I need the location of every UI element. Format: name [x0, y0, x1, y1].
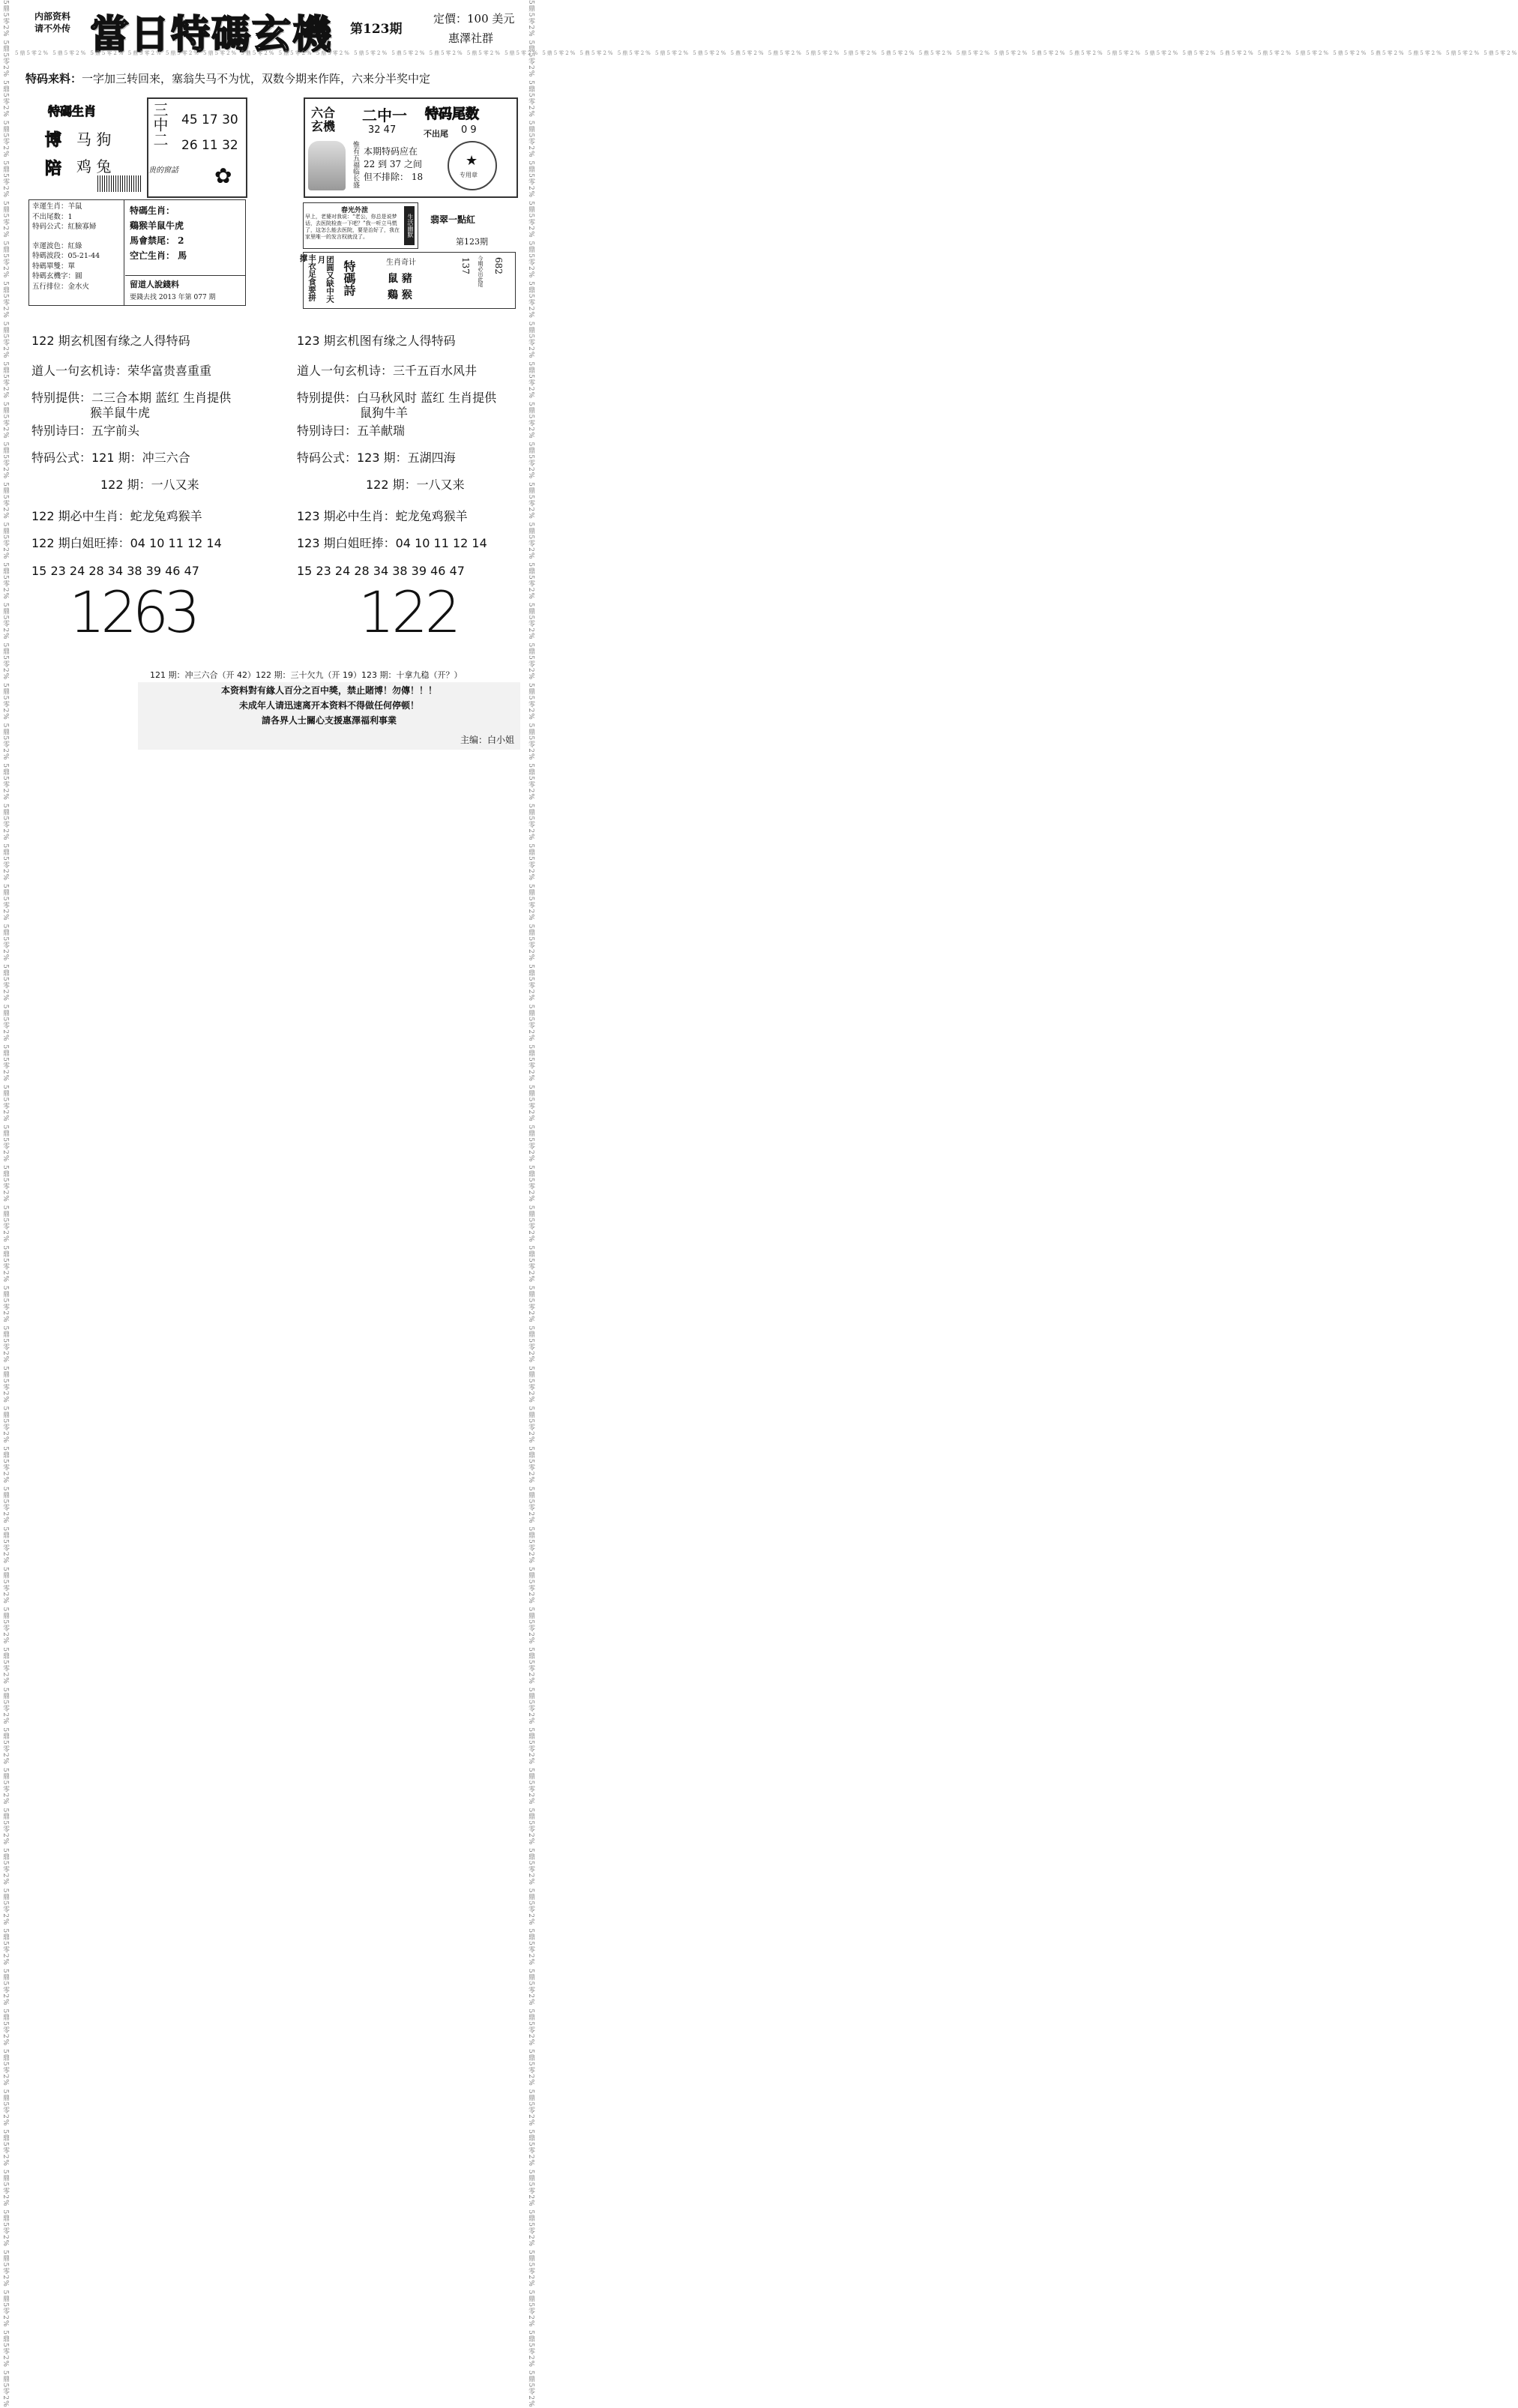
luck-row	[32, 212, 121, 223]
luck-row-value: 金水火	[67, 282, 90, 291]
range-line-1: 本期特码应在	[364, 146, 418, 157]
stamp-star-icon: ★	[466, 153, 478, 169]
liuhe-title-b: 玄機	[311, 119, 336, 133]
barcode-image	[97, 175, 142, 192]
right-border-pattern: 5鼎5零2% 5鼎5零2% 5鼎5零2% 5鼎5零2% 5鼎5零2% 5鼎5零2% 5鼎5零2% 5鼎5零2% 5鼎5零2% 5鼎5零2% 5鼎5零2% 5鼎5零2% 5鼎5零2% 5鼎5零2% 5鼎5零2% 5鼎5零2% 5鼎5零2% 5鼎5零2% 5鼎5零2% 5鼎5零2% 5鼎5零2% 5鼎5零2% 5鼎5零2% 5鼎5零2% 5鼎5零2% 5鼎5零2% 5鼎5零2% 5鼎5零2% 5鼎5零2% 5鼎5零2% 5鼎5零2% 5鼎5零2% 5鼎5零2% 5鼎5零2% 5鼎5零2% 5鼎5零2% 5鼎5零2% 5鼎5零2% 5鼎5零2% 5鼎5零2% 5鼎5零2% 5鼎5零2% 5鼎5零2% 5鼎5零2% 5鼎5零2% 5鼎5零2% 5鼎5零2% 5鼎5零2% 5鼎5零2% 5鼎5零2% 5鼎5零2% 5鼎5零2% 5鼎5零2% 5鼎5零2% 5鼎5零2% 5鼎5零2% 5鼎5零2% 5鼎5零2% 5鼎5零2% 5鼎5零2%	[527, 0, 534, 2408]
luck-row-key: 特碼單雙：	[32, 262, 68, 271]
poem-box	[298, 252, 516, 309]
right-line-5: 特码公式：123 期：五湖四海	[297, 451, 456, 465]
luck-row	[32, 222, 121, 232]
handwritten-right: 122	[358, 579, 459, 645]
notice-line-1: 本资料對有緣人百分之百中獎，禁止賭博！勿傳！！！	[220, 685, 437, 696]
elder-figure-image	[308, 141, 346, 190]
three-two-label: 三中二	[151, 102, 169, 147]
luck-zodiac-list: 鷄猴羊鼠牛虎	[130, 220, 184, 231]
luck-row-key: 五行排位：	[32, 282, 68, 291]
left-border-pattern: 5鼎5零2% 5鼎5零2% 5鼎5零2% 5鼎5零2% 5鼎5零2% 5鼎5零2% 5鼎5零2% 5鼎5零2% 5鼎5零2% 5鼎5零2% 5鼎5零2% 5鼎5零2% 5鼎5零2% 5鼎5零2% 5鼎5零2% 5鼎5零2% 5鼎5零2% 5鼎5零2% 5鼎5零2% 5鼎5零2% 5鼎5零2% 5鼎5零2% 5鼎5零2% 5鼎5零2% 5鼎5零2% 5鼎5零2% 5鼎5零2% 5鼎5零2% 5鼎5零2% 5鼎5零2% 5鼎5零2% 5鼎5零2% 5鼎5零2% 5鼎5零2% 5鼎5零2% 5鼎5零2% 5鼎5零2% 5鼎5零2% 5鼎5零2% 5鼎5零2% 5鼎5零2% 5鼎5零2% 5鼎5零2% 5鼎5零2% 5鼎5零2% 5鼎5零2% 5鼎5零2% 5鼎5零2% 5鼎5零2% 5鼎5零2% 5鼎5零2% 5鼎5零2% 5鼎5零2% 5鼎5零2% 5鼎5零2% 5鼎5零2% 5鼎5零2% 5鼎5零2% 5鼎5零2% 5鼎5零2%	[1, 0, 9, 2408]
left-line-6: 122 期：一八又来	[100, 478, 199, 492]
footer-notice-box	[138, 682, 520, 750]
right-line-7: 123 期必中生肖：蛇龙兔鸡猴羊	[297, 509, 468, 523]
publisher: 惠澤社群	[448, 31, 494, 45]
luck-row	[32, 241, 121, 252]
zodiac-pair-2: 鸡 兔	[76, 157, 112, 175]
poem-col-b: 团圆又缺中天月	[316, 256, 334, 303]
zodiac-char-1: 博	[45, 130, 62, 150]
page-title: 當日特碼玄機	[90, 12, 334, 58]
internal-line-1: 内部资料	[34, 11, 71, 22]
two-one-label: 二中一	[362, 106, 407, 124]
luck-info-box	[28, 199, 246, 306]
tail-number-label: 特码尾数	[425, 106, 479, 122]
left-line-2: 道人一句玄机诗：荣华富贵喜重重	[31, 364, 212, 378]
right-line-3a: 特别提供：白马秋风时 蓝红 生肖提供	[297, 391, 497, 405]
internal-line-2: 请不外传	[34, 23, 71, 34]
spacer	[32, 232, 121, 241]
right-line-9: 15 23 24 28 34 38 39 46 47	[297, 564, 465, 578]
luck-row-value: 1	[67, 212, 73, 221]
luck-row-key: 特碼玄機字：	[32, 272, 76, 280]
luck-divider-2	[125, 275, 245, 276]
luck-daoren: 留道人說錢料	[130, 280, 179, 289]
three-two-signature: 贵的窗話	[148, 166, 178, 175]
material-text: 一字加三转回来，塞翁失马不为忧，双数今期来作阵，六来分半奖中定	[82, 72, 431, 85]
luck-row-value: 紅臉寡婦	[67, 223, 97, 231]
no-tail-numbers: 0 9	[461, 124, 477, 136]
material-label: 特码来料	[25, 72, 71, 85]
history-line: 121 期：冲三六合（开 42）122 期：三十欠九（开 19）123 期：十拿九稳（开？）	[150, 670, 463, 680]
range-text	[364, 145, 423, 184]
material-line: 特码来料：一字加三转回来，塞翁失马不为忧，双数今期来作阵，六来分半奖中定	[25, 72, 431, 85]
notice-line-3: 請各界人士關心支援惠澤福利事業	[261, 715, 397, 726]
handwritten-left: 1263	[69, 579, 196, 645]
feicui-box	[423, 202, 514, 253]
zodiac-pair-1: 马 狗	[76, 130, 112, 148]
luck-row-value: 05-21-44	[67, 252, 100, 260]
zodiac-strategy-title: 生肖奇计	[386, 259, 416, 267]
zodiac-box-title: 特碼生肖	[48, 104, 97, 118]
poem-title: 特碼詩	[342, 260, 356, 296]
liuhe-title-a: 六合	[311, 106, 336, 120]
liuhe-vertical-text: 惟有五福临长盛	[352, 141, 359, 188]
header-divider-band: 5鼎5零2% 5鼎5零2% 5鼎5零2% 5鼎5零2% 5鼎5零2% 5鼎5零2% 5鼎5零2% 5鼎5零2% 5鼎5零2% 5鼎5零2% 5鼎5零2% 5鼎5零2% 5鼎5零2% 5鼎5零2% 5鼎5零2% 5鼎5零2% 5鼎5零2% 5鼎5零2% 5鼎5零2% 5鼎5零2% 5鼎5零2% 5鼎5零2% 5鼎5零2% 5鼎5零2% 5鼎5零2% 5鼎5零2% 5鼎5零2% 5鼎5零2% 5鼎5零2% 5鼎5零2% 5鼎5零2% 5鼎5零2% 5鼎5零2% 5鼎5零2% 5鼎5零2% 5鼎5零2% 5鼎5零2% 5鼎5零2% 5鼎5零2% 5鼎5零2%	[15, 50, 1518, 56]
liuhe-box	[304, 97, 518, 198]
luck-row-key: 幸運波色：	[32, 241, 68, 250]
luck-row-value: 單	[67, 262, 76, 271]
left-line-3b: 猴羊鼠牛虎	[90, 406, 151, 420]
left-line-1: 122 期玄机图有缘之人得特码	[31, 334, 190, 348]
luck-row-value: 紅綠	[67, 241, 82, 250]
luck-row	[32, 271, 121, 282]
luck-row-key: 不出尾数：	[32, 212, 68, 221]
three-two-box	[147, 97, 247, 198]
range-exclude: 但不排除： 18	[364, 172, 424, 182]
zodiac-strategy-row-1: 鼠 豬	[388, 273, 412, 285]
luck-row	[32, 282, 121, 292]
luck-row-value: 圓	[75, 272, 82, 280]
luck-row-key: 幸運生肖：	[32, 202, 68, 211]
luck-find: 要錢去找 2013 年第 077 期	[130, 294, 216, 301]
luck-row-key: 特碼波段：	[32, 252, 68, 260]
issue-number: 第123期	[350, 22, 403, 37]
humor-title: 春光外泄	[341, 207, 369, 214]
no-tail-label: 不出尾	[424, 129, 448, 139]
right-line-6: 122 期：一八又来	[366, 478, 465, 492]
tail-note: 今期必出此尾	[478, 256, 484, 287]
left-line-9: 15 23 24 28 34 38 39 46 47	[31, 564, 199, 578]
editor: 主编：白小姐	[460, 735, 514, 745]
left-line-4: 特别诗曰：五字前头	[31, 424, 140, 438]
range-line-2: 22 到 37 之间	[364, 159, 422, 169]
right-line-8: 123 期白姐旺捧：04 10 11 12 14	[297, 536, 487, 550]
poem-col-a: 丰衣足食要拼撑	[298, 254, 316, 301]
left-line-5: 特码公式：121 期：冲三六合	[31, 451, 190, 465]
forbidden-tail: 馬會禁尾： 2	[130, 235, 184, 246]
luck-row	[32, 251, 121, 262]
tail-numbers-b: 682	[493, 257, 504, 274]
internal-note	[34, 10, 70, 34]
feicui-issue: 第123期	[456, 237, 488, 247]
zodiac-box	[31, 94, 146, 195]
luck-row-value: 羊鼠	[67, 202, 82, 211]
humor-badge: 生活幽默	[404, 206, 415, 245]
void-zodiac: 空亡生肖： 馬	[130, 250, 187, 261]
zodiac-char-2: 陪	[45, 159, 62, 178]
three-two-numbers-2: 26 11 32	[181, 138, 238, 153]
luck-zodiac-title: 特碼生肖：	[130, 205, 175, 216]
flower-icon: ✿	[214, 163, 232, 188]
zodiac-strategy-row-2: 鷄 猴	[388, 289, 412, 301]
left-line-3a: 特别提供：二三合本期 蓝红 生肖提供	[31, 391, 232, 405]
notice-line-2: 未成年人请迅速离开本资料不得做任何停顿！	[238, 700, 419, 711]
luck-row	[32, 202, 121, 212]
liuhe-title	[311, 106, 335, 133]
right-line-2: 道人一句玄机诗：三千五百水风井	[297, 364, 478, 378]
right-line-1: 123 期玄机图有缘之人得特码	[297, 334, 456, 348]
luck-row-key: 特码公式：	[32, 223, 68, 231]
humor-story: 早上，老婆对我说：“老公，你总是说梦话，去医院检查一下吧？”我一听立马慌了，这怎么能去医院，要是治好了，我在家里唯一的发言权就没了。	[305, 214, 400, 240]
stamp-text: 专用章	[460, 172, 478, 178]
official-stamp	[448, 141, 497, 190]
feicui-title: 翡翠一點紅	[430, 214, 476, 225]
price: 定價：100 美元	[433, 12, 515, 25]
luck-row	[32, 262, 121, 272]
tail-numbers-a: 137	[460, 257, 471, 274]
luck-info-list	[32, 202, 121, 292]
two-one-numbers: 32 47	[368, 124, 397, 136]
left-line-7: 122 期必中生肖：蛇龙兔鸡猴羊	[31, 509, 202, 523]
right-line-4: 特别诗曰：五羊献瑞	[297, 424, 406, 438]
right-line-3b: 鼠狗牛羊	[360, 406, 409, 420]
humor-box	[303, 202, 418, 249]
luck-right-block	[130, 203, 187, 263]
three-two-numbers-1: 45 17 30	[181, 112, 238, 127]
left-line-8: 122 期白姐旺捧：04 10 11 12 14	[31, 536, 222, 550]
